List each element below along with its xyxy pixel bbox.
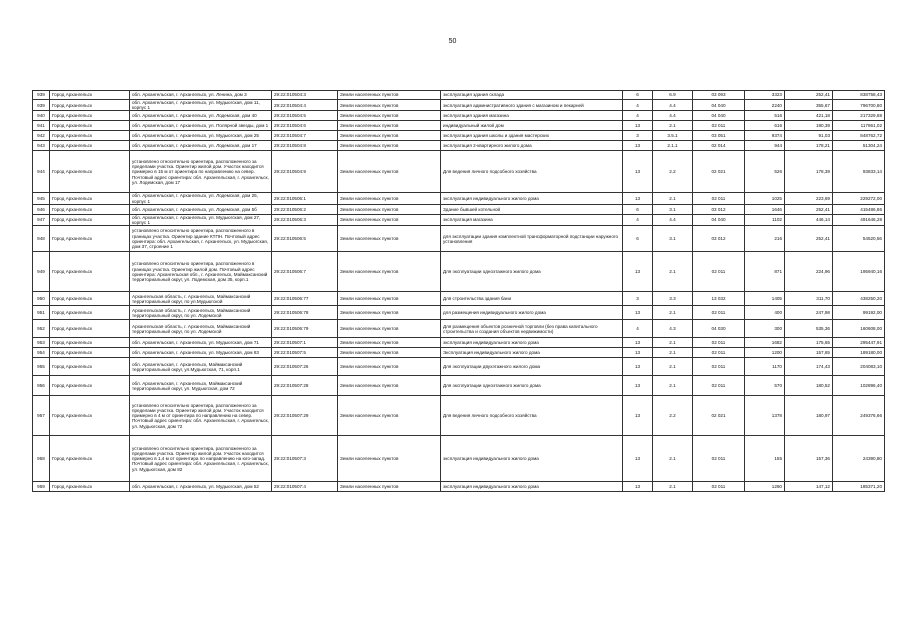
locality-cell: Город Архангельск xyxy=(50,100,130,111)
unit-value-cell: 252,41 xyxy=(785,226,833,252)
locality-cell: Город Архангельск xyxy=(50,292,130,306)
unit-value-cell: 157,65 xyxy=(785,348,833,358)
area-cell: 1646 xyxy=(745,204,785,214)
area-cell: 2240 xyxy=(745,100,785,111)
address-cell: установлено относительно ориентира, расположенного в границах участка. Ориентир жилой дом. Почтовый адрес ориентира: Архангельская обл., г. Архангельск, Маймаксанский территориальный округ, ул. Лодемская, дом 35, корп.1 xyxy=(130,252,272,292)
cadastral-number-cell: 29:22:010504:4 xyxy=(272,100,338,111)
land-category-cell: Земли населенных пунктов xyxy=(338,338,441,348)
unit-value-cell: 446,14 xyxy=(785,214,833,225)
table-row xyxy=(33,204,885,214)
use-code-cell: 2.1 xyxy=(653,121,693,131)
land-category-cell: Земли населенных пунктов xyxy=(338,121,441,131)
area-cell: 1682 xyxy=(745,338,785,348)
table-row xyxy=(33,396,885,436)
cadastral-number-cell: 29:22:010504:6 xyxy=(272,121,338,131)
permitted-use-cell: эксплуатация индивидуального жилого дома xyxy=(441,436,623,482)
table-row xyxy=(33,252,885,292)
use-code-cell: 2.1 xyxy=(653,306,693,320)
locality-cell: Город Архангельск xyxy=(50,436,130,482)
unit-value-cell: 147,12 xyxy=(785,482,833,492)
table-row xyxy=(33,151,885,193)
unit-value-cell: 174,43 xyxy=(785,358,833,376)
area-cell: 1405 xyxy=(745,292,785,306)
unit-value-cell: 190,39 xyxy=(785,121,833,131)
zone-cell: 13 xyxy=(623,252,653,292)
row-number-cell: 951 xyxy=(33,306,50,320)
address-cell: обл. Архангельская, г. Архангельск, ул. Лодемская, дом 5б xyxy=(130,204,272,214)
address-cell: Архангельская область, г. Архангельск, Маймаксанский территориальный округ, по ул. Лодемской xyxy=(130,306,272,320)
use-code-cell: 2.1 xyxy=(653,338,693,348)
row-number-cell: 944 xyxy=(33,151,50,193)
zone-cell: 4 xyxy=(623,214,653,225)
permitted-use-cell: Для эксплуатации двухэтажного жилого дома xyxy=(441,358,623,376)
table-row xyxy=(33,358,885,376)
area-cell: 216 xyxy=(745,226,785,252)
cadastral-value-cell: 438250,20 xyxy=(833,292,885,306)
cadastral-number-cell: 29:22:010506:5 xyxy=(272,226,338,252)
use-code-cell: 3.1 xyxy=(653,226,693,252)
subgroup-cell: 02 011 xyxy=(693,306,745,320)
unit-value-cell: 247,98 xyxy=(785,306,833,320)
area-cell: 400 xyxy=(745,306,785,320)
cadastral-value-cell: 838758,43 xyxy=(833,91,885,100)
unit-value-cell: 535,36 xyxy=(785,320,833,338)
row-number-cell: 946 xyxy=(33,204,50,214)
address-cell: установлено относительно ориентира, расположенного за пределами участка. Ориентир жилой дом. Участок находится примерно в 4 м от ориентира по направлению на север. Почтовый адрес ориентира: обл. Архангельская, г. Архангельск, ул. Мудьюгская, дом 72 xyxy=(130,396,272,436)
zone-cell: 13 xyxy=(623,348,653,358)
locality-cell: Город Архангельск xyxy=(50,131,130,141)
row-number-cell: 941 xyxy=(33,121,50,131)
area-cell: 1102 xyxy=(745,214,785,225)
unit-value-cell: 180,52 xyxy=(785,376,833,396)
unit-value-cell: 180,97 xyxy=(785,396,833,436)
row-number-cell: 940 xyxy=(33,111,50,121)
land-category-cell: Земли населенных пунктов xyxy=(338,482,441,492)
permitted-use-cell: Для размещения объектов розничной торговли (без права капитального строительства и создания объектов недвижимости) xyxy=(441,320,623,338)
locality-cell: Город Архангельск xyxy=(50,482,130,492)
zone-cell: 13 xyxy=(623,193,653,204)
land-category-cell: Земли населенных пунктов xyxy=(338,141,441,151)
cadastral-number-cell: 29:22:010504:9 xyxy=(272,151,338,193)
subgroup-cell: 02 011 xyxy=(693,193,745,204)
row-number-cell: 949 xyxy=(33,252,50,292)
zone-cell: 3 xyxy=(623,131,653,141)
subgroup-cell: 03 051 xyxy=(693,131,745,141)
cadastral-number-cell: 29:22:010507:3 xyxy=(272,436,338,482)
address-cell: обл. Архангельская, г. Архангельск, ул. Мудьюгская, дом 52 xyxy=(130,482,272,492)
table-row xyxy=(33,226,885,252)
permitted-use-cell: для размещения индивидуального жилого дома xyxy=(441,306,623,320)
zone-cell: 3 xyxy=(623,292,653,306)
cadastral-number-cell: 29:22:010504:7 xyxy=(272,131,338,141)
unit-value-cell: 178,21 xyxy=(785,141,833,151)
row-number-cell: 954 xyxy=(33,348,50,358)
table-row xyxy=(33,338,885,348)
locality-cell: Город Архангельск xyxy=(50,91,130,100)
cadastral-value-cell: 24390,80 xyxy=(833,436,885,482)
use-code-cell: 3.1 xyxy=(653,204,693,214)
use-code-cell: 2.1 xyxy=(653,252,693,292)
zone-cell: 6 xyxy=(623,91,653,100)
row-number-cell: 948 xyxy=(33,226,50,252)
address-cell: обл. Архангельская, г. Архангельск, ул. Лодемская, дом 25, корпус 1 xyxy=(130,193,272,204)
zone-cell: 13 xyxy=(623,151,653,193)
address-cell: обл. Архангельская, г. Архангельск, ул. Лодемская, дом 40 xyxy=(130,111,272,121)
permitted-use-cell: Для строительства здания бани xyxy=(441,292,623,306)
table-row xyxy=(33,436,885,482)
cadastral-value-cell: 117861,02 xyxy=(833,121,885,131)
address-cell: обл. Архангельская, г. Архангельск, Маймаксанский территориальный округ, ул. Мудьюгская, дом 72 xyxy=(130,376,272,396)
use-code-cell: 3.5.1 xyxy=(653,131,693,141)
use-code-cell: 2.1 xyxy=(653,482,693,492)
land-category-cell: Земли населенных пунктов xyxy=(338,193,441,204)
land-category-cell: Земли населенных пунктов xyxy=(338,396,441,436)
zone-cell: 4 xyxy=(623,320,653,338)
address-cell: Архангельская область, г. Архангельск, Маймаксанский территориальный округ, по ул. Лодемской xyxy=(130,320,272,338)
row-number-cell: 939 xyxy=(33,91,50,100)
unit-value-cell: 421,18 xyxy=(785,111,833,121)
locality-cell: Город Архангельск xyxy=(50,252,130,292)
row-number-cell: 952 xyxy=(33,320,50,338)
table-row xyxy=(33,292,885,306)
land-category-cell: Земли населенных пунктов xyxy=(338,111,441,121)
row-number-cell: 945 xyxy=(33,193,50,204)
cadastral-number-cell: 29:22:010504:8 xyxy=(272,141,338,151)
area-cell: 1200 xyxy=(745,348,785,358)
land-category-cell: Земли населенных пунктов xyxy=(338,436,441,482)
cadastral-number-cell: 29:22:010506:2 xyxy=(272,204,338,214)
zone-cell: 13 xyxy=(623,482,653,492)
use-code-cell: 4.3 xyxy=(653,320,693,338)
permitted-use-cell: Здание бывшей котельной xyxy=(441,204,623,214)
subgroup-cell: 02 021 xyxy=(693,396,745,436)
permitted-use-cell: эксплуатация магазина xyxy=(441,214,623,225)
row-number-cell: 958 xyxy=(33,436,50,482)
row-number-cell: 942 xyxy=(33,131,50,141)
table-row xyxy=(33,376,885,396)
cadastral-value-cell: 54520,56 xyxy=(833,226,885,252)
cadastral-value-cell: 415486,86 xyxy=(833,204,885,214)
cadastral-number-cell: 29:22:010506:3 xyxy=(272,214,338,225)
land-category-cell: Земли населенных пунктов xyxy=(338,320,441,338)
subgroup-cell: 03 093 xyxy=(693,91,745,100)
table-body xyxy=(33,91,885,492)
subgroup-cell: 02 011 xyxy=(693,348,745,358)
zone-cell: 6 xyxy=(623,226,653,252)
subgroup-cell: 02 011 xyxy=(693,338,745,348)
area-cell: 526 xyxy=(745,151,785,193)
row-number-cell: 947 xyxy=(33,214,50,225)
unit-value-cell: 224,96 xyxy=(785,252,833,292)
use-code-cell: 2.1 xyxy=(653,376,693,396)
locality-cell: Город Архангельск xyxy=(50,214,130,225)
cadastral-value-cell: 189180,00 xyxy=(833,348,885,358)
locality-cell: Город Архангельск xyxy=(50,151,130,193)
cadastral-number-cell: 29:22:010506:77 xyxy=(272,292,338,306)
use-code-cell: 2.1 xyxy=(653,358,693,376)
use-code-cell: 2.2 xyxy=(653,396,693,436)
use-code-cell: 4.4 xyxy=(653,100,693,111)
land-category-cell: Земли населенных пунктов xyxy=(338,376,441,396)
use-code-cell: 4.4 xyxy=(653,214,693,225)
zone-cell: 4 xyxy=(623,111,653,121)
unit-value-cell: 178,39 xyxy=(785,151,833,193)
locality-cell: Город Архангельск xyxy=(50,226,130,252)
cadastral-number-cell: 29:22:010504:5 xyxy=(272,111,338,121)
page-number: 50 xyxy=(448,38,457,45)
permitted-use-cell: Эксплуатация индивидуального жилого дома xyxy=(441,348,623,358)
row-number-cell: 956 xyxy=(33,376,50,396)
land-category-cell: Земли населенных пунктов xyxy=(338,292,441,306)
address-cell: обл. Архангельская, г. Архангельск, ул. Лодемская, дом 17 xyxy=(130,141,272,151)
row-number-cell: 957 xyxy=(33,396,50,436)
table-row xyxy=(33,111,885,121)
row-number-cell: 939 xyxy=(33,100,50,111)
area-cell: 9374 xyxy=(745,131,785,141)
table-row xyxy=(33,193,885,204)
use-code-cell: 2.1.1 xyxy=(653,141,693,151)
cadastral-number-cell: 29:22:010506:1 xyxy=(272,193,338,204)
table-row xyxy=(33,100,885,111)
land-category-cell: Земли населенных пунктов xyxy=(338,226,441,252)
table-row xyxy=(33,306,885,320)
unit-value-cell: 91,03 xyxy=(785,131,833,141)
table-row xyxy=(33,482,885,492)
cadastral-number-cell: 29:22:010507:28 xyxy=(272,376,338,396)
subgroup-cell: 04 040 xyxy=(693,214,745,225)
cadastral-value-cell: 93833,14 xyxy=(833,151,885,193)
row-number-cell: 955 xyxy=(33,358,50,376)
unit-value-cell: 311,70 xyxy=(785,292,833,306)
cadastral-value-cell: 195940,16 xyxy=(833,252,885,292)
zone-cell: 13 xyxy=(623,141,653,151)
table-row xyxy=(33,348,885,358)
land-category-cell: Земли населенных пунктов xyxy=(338,252,441,292)
cadastral-number-cell: 29:22:010507:4 xyxy=(272,482,338,492)
area-cell: 944 xyxy=(745,141,785,151)
cadastral-number-cell: 29:22:010506:78 xyxy=(272,306,338,320)
permitted-use-cell: эксплуатация индивидуального жилого дома xyxy=(441,482,623,492)
locality-cell: Город Архангельск xyxy=(50,306,130,320)
permitted-use-cell: Для ведения личного подсобного хозяйства xyxy=(441,151,623,193)
cadastral-value-cell: 491646,28 xyxy=(833,214,885,225)
cadastral-number-cell: 29:22:010506:79 xyxy=(272,320,338,338)
address-cell: установлено относительно ориентира, расположенного за пределами участка. Ориентир жилой дом. Участок находится примерно в 1,4 м от ориентира по направлению на юго-запад. Почтовый адрес ориентира: обл. Архангельская, г. Архангельск, ул. Мудьюгская, дом 82 xyxy=(130,436,272,482)
permitted-use-cell: для эксплуатации здания комплектной трансформаторной подстанции наружного установления xyxy=(441,226,623,252)
permitted-use-cell: Для ведения личного подсобного хозяйства xyxy=(441,396,623,436)
locality-cell: Город Архангельск xyxy=(50,111,130,121)
cadastral-value-cell: 204083,10 xyxy=(833,358,885,376)
land-register-table xyxy=(32,90,885,492)
zone-cell: 13 xyxy=(623,358,653,376)
subgroup-cell: 02 011 xyxy=(693,376,745,396)
permitted-use-cell: эксплуатация индивидуального жилого дома xyxy=(441,338,623,348)
subgroup-cell: 04 040 xyxy=(693,100,745,111)
unit-value-cell: 157,36 xyxy=(785,436,833,482)
address-cell: обл. Архангельская, г. Архангельск, Маймаксанский территориальный округ, ул.Мудьюгская, 71, корп.1 xyxy=(130,358,272,376)
area-cell: 155 xyxy=(745,436,785,482)
address-cell: обл. Архангельская, г. Архангельск, ул. Мудьюгская, дом 27, корпус 1 xyxy=(130,214,272,225)
table-row xyxy=(33,91,885,100)
land-category-cell: Земли населенных пунктов xyxy=(338,358,441,376)
address-cell: обл. Архангельская, г. Архангельск, ул. Полярной звезды, дом 1 xyxy=(130,121,272,131)
cadastral-value-cell: 295447,91 xyxy=(833,338,885,348)
area-cell: 516 xyxy=(745,111,785,121)
locality-cell: Город Архангельск xyxy=(50,193,130,204)
table-row xyxy=(33,131,885,141)
area-cell: 1025 xyxy=(745,193,785,204)
row-number-cell: 959 xyxy=(33,482,50,492)
cadastral-value-cell: 102896,40 xyxy=(833,376,885,396)
unit-value-cell: 355,67 xyxy=(785,100,833,111)
zone-cell: 13 xyxy=(623,396,653,436)
cadastral-number-cell: 29:22:010504:3 xyxy=(272,91,338,100)
area-cell: 1170 xyxy=(745,358,785,376)
cadastral-value-cell: 796700,80 xyxy=(833,100,885,111)
subgroup-cell: 03 012 xyxy=(693,204,745,214)
use-code-cell: 6.9 xyxy=(653,91,693,100)
zone-cell: 13 xyxy=(623,306,653,320)
use-code-cell: 3.3 xyxy=(653,292,693,306)
area-cell: 570 xyxy=(745,376,785,396)
area-cell: 1260 xyxy=(745,482,785,492)
unit-value-cell: 252,41 xyxy=(785,204,833,214)
zone-cell: 6 xyxy=(623,204,653,214)
subgroup-cell: 02 011 xyxy=(693,121,745,131)
land-category-cell: Земли населенных пунктов xyxy=(338,91,441,100)
subgroup-cell: 04 040 xyxy=(693,111,745,121)
use-code-cell: 4.4 xyxy=(653,111,693,121)
zone-cell: 4 xyxy=(623,100,653,111)
locality-cell: Город Архангельск xyxy=(50,204,130,214)
cadastral-value-cell: 217329,88 xyxy=(833,111,885,121)
land-category-cell: Земли населенных пунктов xyxy=(338,100,441,111)
locality-cell: Город Архангельск xyxy=(50,358,130,376)
land-category-cell: Земли населенных пунктов xyxy=(338,131,441,141)
permitted-use-cell: эксплуатация индивидуального жилого дома xyxy=(441,193,623,204)
permitted-use-cell: Для эксплуатации одноэтажного жилого дома xyxy=(441,376,623,396)
land-category-cell: Земли населенных пунктов xyxy=(338,204,441,214)
table-row xyxy=(33,320,885,338)
land-category-cell: Земли населенных пунктов xyxy=(338,214,441,225)
address-cell: обл. Архангельская, г. Архангельск, ул. Ленина, дом 3 xyxy=(130,91,272,100)
cadastral-value-cell: 185371,20 xyxy=(833,482,885,492)
subgroup-cell: 04 030 xyxy=(693,320,745,338)
cadastral-value-cell: 51304,24 xyxy=(833,141,885,151)
subgroup-cell: 02 011 xyxy=(693,252,745,292)
zone-cell: 13 xyxy=(623,338,653,348)
subgroup-cell: 02 011 xyxy=(693,482,745,492)
subgroup-cell: 02 014 xyxy=(693,141,745,151)
area-cell: 300 xyxy=(745,320,785,338)
address-cell: обл. Архангельская, г. Архангельск, ул. Мудьюгская, дом 71 xyxy=(130,338,272,348)
address-cell: обл. Архангельская, г. Архангельск, ул. Мудьюгская, дом 83 xyxy=(130,348,272,358)
permitted-use-cell: эксплуатация здания склада xyxy=(441,91,623,100)
use-code-cell: 2.1 xyxy=(653,193,693,204)
subgroup-cell: 02 011 xyxy=(693,436,745,482)
table-row xyxy=(33,121,885,131)
area-cell: 871 xyxy=(745,252,785,292)
cadastral-number-cell: 29:22:010507:1 xyxy=(272,338,338,348)
unit-value-cell: 175,65 xyxy=(785,338,833,348)
cadastral-value-cell: 99192,00 xyxy=(833,306,885,320)
zone-cell: 13 xyxy=(623,121,653,131)
address-cell: обл. Архангельская, г. Архангельск, ул. Мудьюгская, дом 11, корпус 1 xyxy=(130,100,272,111)
table-row xyxy=(33,141,885,151)
row-number-cell: 943 xyxy=(33,141,50,151)
subgroup-cell: 02 021 xyxy=(693,151,745,193)
address-cell: установлено относительно ориентира, расположенного за пределами участка. Ориентир жилой дом. Участок находится примерно в 15 м от ориентира по направлению на север. Почтовый адрес ориентира: обл. Архангельская, г. Архангельск, ул. Лодемская, дом 17 xyxy=(130,151,272,193)
use-code-cell: 2.2 xyxy=(653,151,693,193)
cadastral-number-cell: 29:22:010506:7 xyxy=(272,252,338,292)
permitted-use-cell: индивидуальный жилой дом xyxy=(441,121,623,131)
address-cell: Архангельская область, г. Архангельск, Маймаксанский территориальный округ, по ул.Мудьюгской xyxy=(130,292,272,306)
permitted-use-cell: эксплуатация здания школы и здания мастерских xyxy=(441,131,623,141)
address-cell: установлено относительно ориентира, расположенного в границах участка. Ориентир здание КТПН. Почтовый адрес ориентира: обл. Архангельская, г. Архангельск, ул. Мудьюгская, дом 37, строение 1 xyxy=(130,226,272,252)
subgroup-cell: 13 032 xyxy=(693,292,745,306)
cadastral-value-cell: 249376,66 xyxy=(833,396,885,436)
zone-cell: 13 xyxy=(623,376,653,396)
area-cell: 1378 xyxy=(745,396,785,436)
cadastral-number-cell: 29:22:010507:26 xyxy=(272,358,338,376)
permitted-use-cell: эксплуатация 2-квартирного жилого дома xyxy=(441,141,623,151)
row-number-cell: 953 xyxy=(33,338,50,348)
table-row xyxy=(33,214,885,225)
area-cell: 616 xyxy=(745,121,785,131)
locality-cell: Город Архангельск xyxy=(50,121,130,131)
use-code-cell: 2.1 xyxy=(653,348,693,358)
unit-value-cell: 223,69 xyxy=(785,193,833,204)
subgroup-cell: 02 011 xyxy=(693,358,745,376)
cadastral-value-cell: 160608,00 xyxy=(833,320,885,338)
area-cell: 3323 xyxy=(745,91,785,100)
cadastral-value-cell: 229272,00 xyxy=(833,193,885,204)
locality-cell: Город Архангельск xyxy=(50,348,130,358)
address-cell: обл. Архангельская, г. Архангельск, ул. Мудьюгская, дом 25 xyxy=(130,131,272,141)
permitted-use-cell: эксплуатация здания магазина xyxy=(441,111,623,121)
land-category-cell: Земли населенных пунктов xyxy=(338,348,441,358)
subgroup-cell: 03 012 xyxy=(693,226,745,252)
cadastral-number-cell: 29:22:010507:5 xyxy=(272,348,338,358)
locality-cell: Город Архангельск xyxy=(50,396,130,436)
land-category-cell: Земли населенных пунктов xyxy=(338,151,441,193)
locality-cell: Город Архангельск xyxy=(50,376,130,396)
land-category-cell: Земли населенных пунктов xyxy=(338,306,441,320)
use-code-cell: 2.1 xyxy=(653,436,693,482)
permitted-use-cell: Для эксплуатации одноэтажного жилого дома xyxy=(441,252,623,292)
permitted-use-cell: эксплуатация административного здания с магазином и пекарней xyxy=(441,100,623,111)
locality-cell: Город Архангельск xyxy=(50,338,130,348)
unit-value-cell: 252,41 xyxy=(785,91,833,100)
row-number-cell: 950 xyxy=(33,292,50,306)
cadastral-value-cell: 848762,72 xyxy=(833,131,885,141)
zone-cell: 13 xyxy=(623,436,653,482)
locality-cell: Город Архангельск xyxy=(50,320,130,338)
locality-cell: Город Архангельск xyxy=(50,141,130,151)
cadastral-number-cell: 29:22:010507:29 xyxy=(272,396,338,436)
